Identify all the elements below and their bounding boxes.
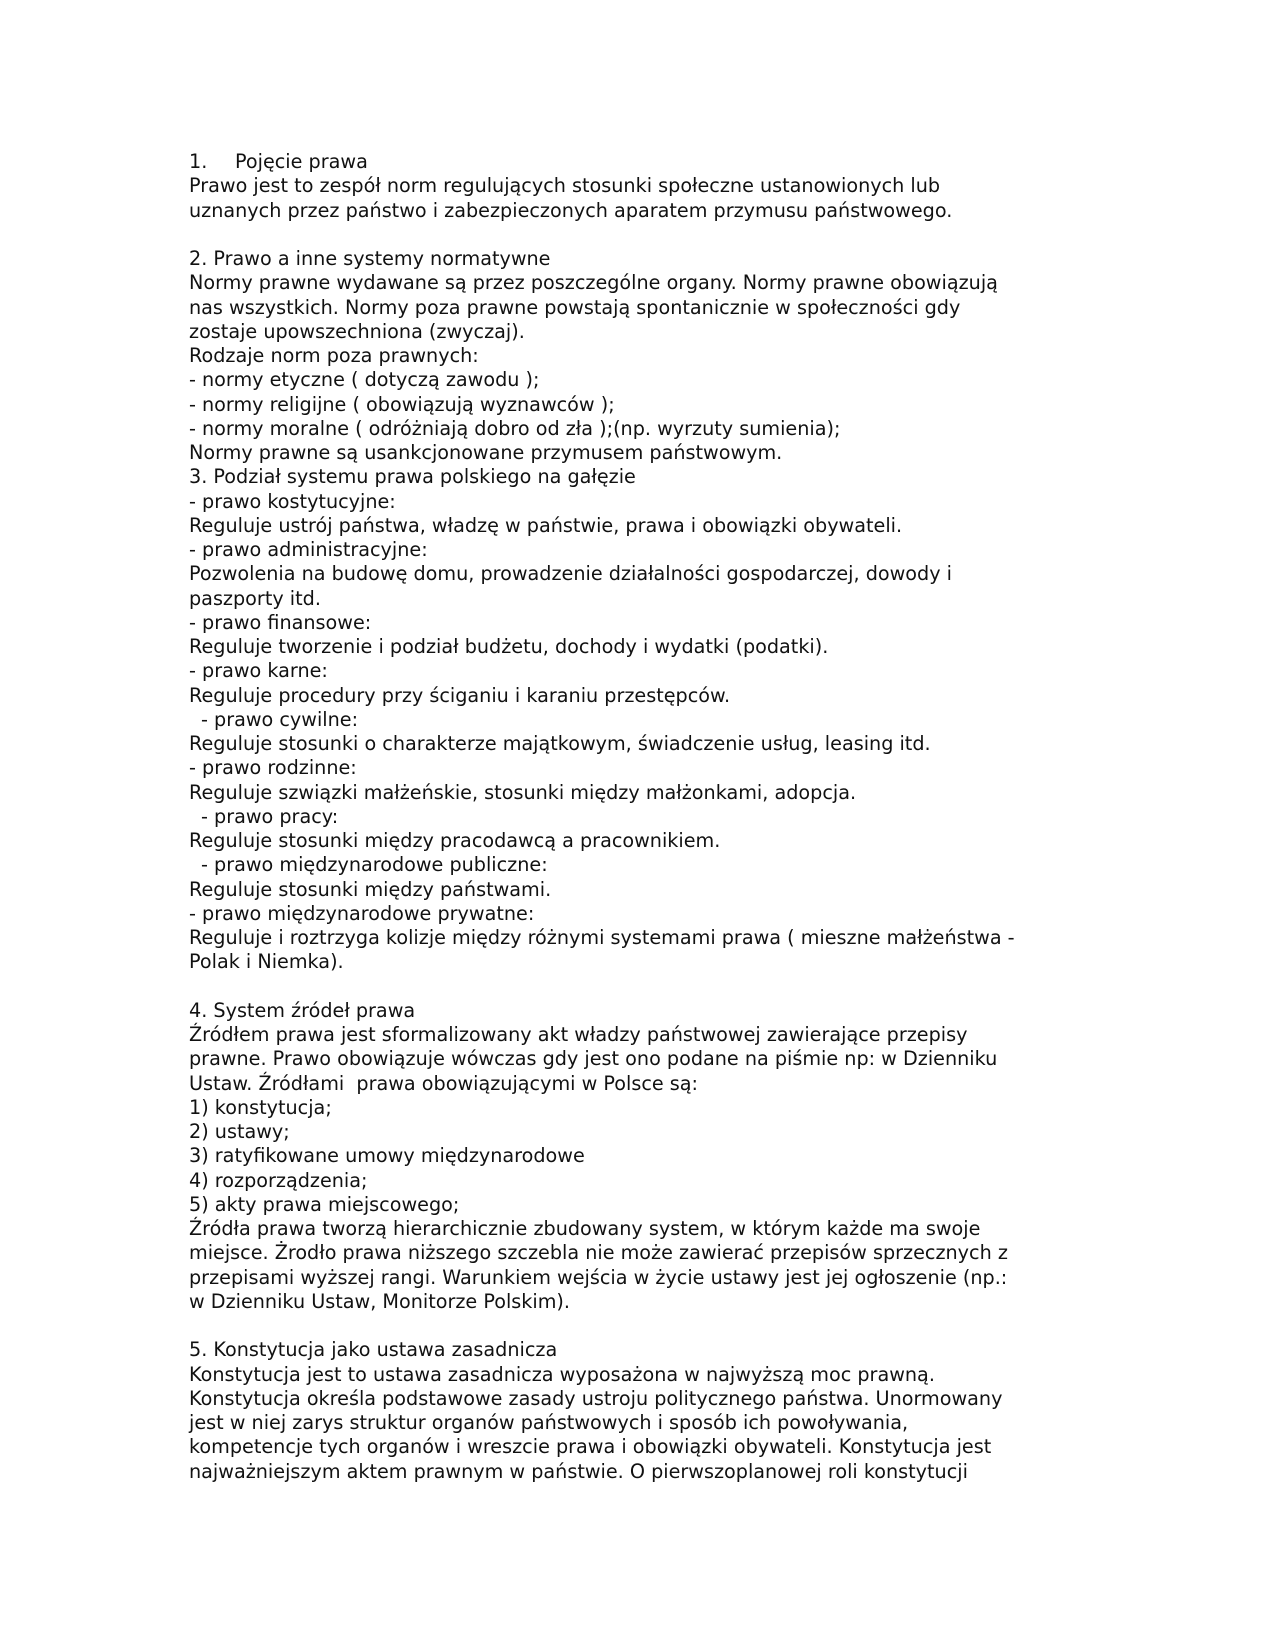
paragraph-line: Ustaw. Źródłami prawa obowiązującymi w Polsce są: [189,1071,698,1095]
paragraph-line: miejsce. Żrodło prawa niższego szczebla nie może zawierać przepisów sprzecznych z [189,1241,1008,1265]
list-item: 3) ratyfikowane umowy międzynarodowe [189,1144,585,1168]
list-item: - prawo międzynarodowe publiczne: [201,853,548,877]
section-1-title: Pojęcie prawa [235,150,368,173]
paragraph-line: Reguluje stosunki między państwami. [189,877,552,901]
paragraph-line: nas wszystkich. Normy poza prawne powstają spontanicznie w społeczności gdy [189,295,961,319]
paragraph-line: Rodzaje norm poza prawnych: [189,344,479,367]
list-item: - prawo cywilne: [201,707,359,731]
paragraph-line: Reguluje stosunki między pracodawcą a pracownikiem. [189,829,721,852]
list-item: 4) rozporządzenia; [189,1168,368,1192]
section-1-number: 1. [189,150,208,173]
list-item: - normy religijne ( obowiązują wyznawców ); [189,392,615,416]
paragraph-line: prawne. Prawo obowiązuje wówczas gdy jest ono podane na piśmie np: w Dzienniku [189,1047,998,1071]
paragraph-line: Reguluje szwiązki małżeńskie, stosunki między małżonkami, adopcja. [189,780,857,804]
list-item: 2) ustawy; [189,1120,290,1143]
section-1-heading [189,150,1109,174]
paragraph-line: Konstytucja jest to ustawa zasadnicza wyposażona w najwyższą moc prawną. [189,1362,935,1386]
document-body [189,150,1109,1484]
paragraph-line: w Dzienniku Ustaw, Monitorze Polskim). [189,1289,571,1313]
section-2-heading: 2. Prawo a inne systemy normatywne [189,247,551,270]
list-item: - normy etyczne ( dotyczą zawodu ); [189,368,540,392]
list-item: 5) akty prawa miejscowego; [189,1192,460,1216]
list-item: - prawo pracy: [201,804,339,828]
paragraph-line: paszporty itd. [189,586,321,610]
paragraph-line: zostaje upowszechniona (zwyczaj). [189,319,525,343]
paragraph-line: Pozwolenia na budowę domu, prowadzenie działalności gospodarczej, dowody i [189,562,953,586]
paragraph-line: Reguluje procedury przy ściganiu i karaniu przestępców. [189,683,731,707]
paragraph-line: Normy prawne wydawane są przez poszczególne organy. Normy prawne obowiązują [189,271,998,295]
paragraph-line: Konstytucja określa podstawowe zasady ustroju politycznego państwa. Unormowany [189,1386,1003,1410]
list-item: - prawo kostytucyjne: [189,489,396,513]
section-4-heading: 4. System źródeł prawa [189,998,416,1022]
section-5-heading: 5. Konstytucja jako ustawa zasadnicza [189,1338,558,1362]
list-item: - prawo rodzinne: [189,756,357,780]
section-3-heading: 3. Podział systemu prawa polskiego na gałęzie [189,465,636,489]
paragraph-line: Normy prawne są usankcjonowane przymusem państwowym. [189,441,783,464]
list-item: - prawo administracyjne: [189,538,428,561]
paragraph-line: uznanych przez państwo i zabezpieczonych aparatem przymusu państwowego. [189,198,953,222]
paragraph-line: kompetencje tych organów i wreszcie prawa i obowiązki obywateli. Konstytucja jest [189,1435,992,1459]
list-item: - prawo karne: [189,659,328,683]
paragraph-line: Źródła prawa tworzą hierarchicznie zbudowany system, w którym każde ma swoje [189,1217,981,1240]
list-item: - normy moralne ( odróżniają dobro od zła );(np. wyrzuty sumienia); [189,416,841,440]
paragraph-line: Reguluje stosunki o charakterze majątkowym, świadczenie usług, leasing itd. [189,732,931,755]
list-item: - prawo finansowe: [189,610,372,634]
paragraph-line: przepisami wyższej rangi. Warunkiem wejścia w życie ustawy jest jej ogłoszenie (np.: [189,1265,1008,1289]
blank-line [189,223,1109,247]
blank-line [189,975,1109,999]
paragraph-line: Źródłem prawa jest sformalizowany akt władzy państwowej zawierające przepisy [189,1023,968,1046]
paragraph-line: Reguluje i roztrzyga kolizje między różnymi systemami prawa ( mieszne małżeństwa - [189,926,1015,949]
paragraph-line: Reguluje tworzenie i podział budżetu, dochody i wydatki (podatki). [189,635,829,658]
paragraph-line: Reguluje ustrój państwa, władzę w państwie, prawa i obowiązki obywateli. [189,513,903,537]
list-item: - prawo międzynarodowe prywatne: [189,901,535,925]
blank-line [189,1314,1109,1338]
paragraph-line: Prawo jest to zespół norm regulujących stosunki społeczne ustanowionych lub [189,174,941,198]
paragraph-line: najważniejszym aktem prawnym w państwie. O pierwszoplanowej roli konstytucji [189,1459,968,1483]
list-item: 1) konstytucja; [189,1095,332,1119]
paragraph-line: jest w niej zarys struktur organów państwowych i sposób ich powoływania, [189,1411,909,1434]
paragraph-line: Polak i Niemka). [189,950,344,974]
